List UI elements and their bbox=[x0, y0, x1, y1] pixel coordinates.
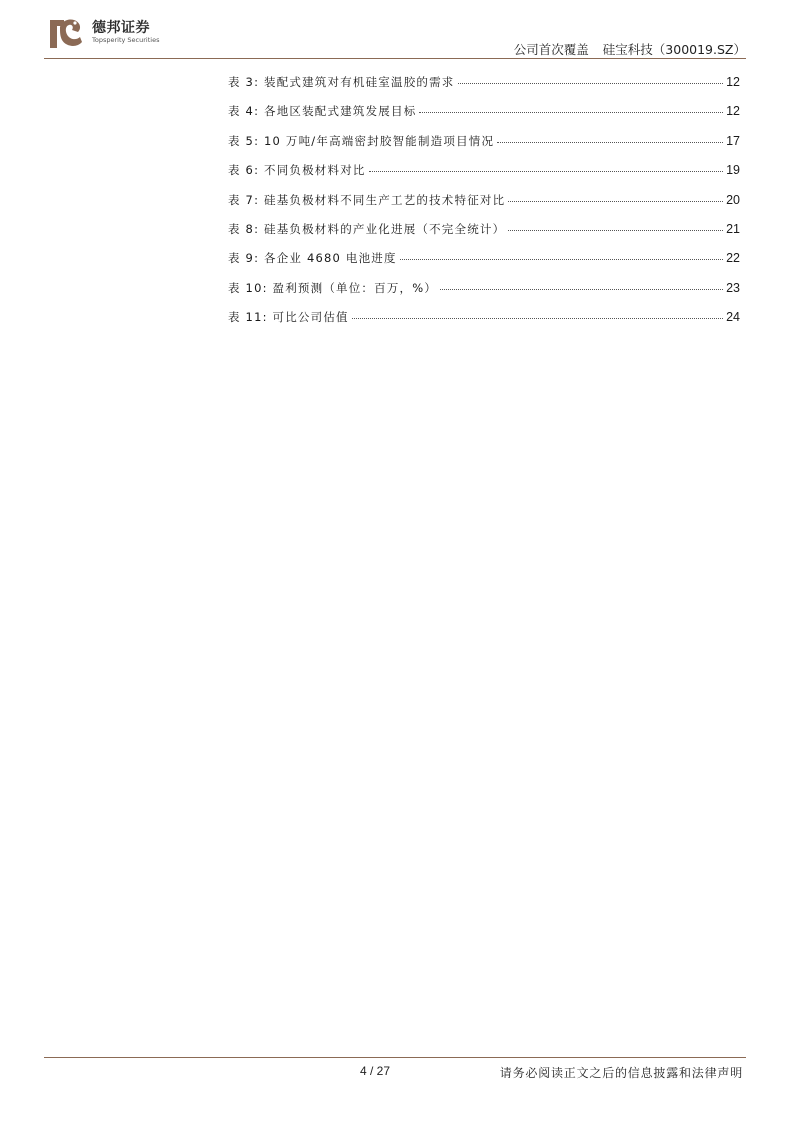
header-divider bbox=[44, 58, 746, 59]
table-of-figures bbox=[228, 74, 740, 339]
report-type: 公司首次覆盖 bbox=[513, 42, 589, 57]
toc-entry-title: 表 9: 各企业 4680 电池进度 bbox=[228, 251, 397, 266]
toc-entry[interactable] bbox=[228, 280, 740, 309]
toc-entry-page: 24 bbox=[726, 310, 740, 325]
toc-entry-title: 表 3: 装配式建筑对有机硅室温胶的需求 bbox=[228, 75, 455, 89]
toc-entry-page: 22 bbox=[726, 251, 740, 266]
page-number: 4 / 27 bbox=[360, 1064, 391, 1078]
toc-entry[interactable] bbox=[228, 74, 740, 103]
toc-entry-title: 表 5: 10 万吨/年高端密封胶智能制造项目情况 bbox=[228, 133, 495, 148]
toc-entry-title: 表 10: 盈利预测（单位：百万，%） bbox=[228, 280, 438, 295]
company-ticker: 硅宝科技（300019.SZ） bbox=[602, 42, 746, 57]
toc-entry[interactable] bbox=[228, 133, 740, 162]
toc-leader-dots bbox=[440, 289, 723, 290]
toc-entry-title: 表 8: 硅基负极材料的产业化进展（不完全统计） bbox=[228, 221, 506, 236]
logo-mark-icon bbox=[44, 12, 86, 54]
toc-entry[interactable] bbox=[228, 192, 740, 221]
toc-entry-page: 23 bbox=[726, 280, 740, 295]
toc-entry[interactable] bbox=[228, 103, 740, 132]
toc-leader-dots bbox=[458, 83, 724, 84]
page-header bbox=[0, 0, 793, 58]
toc-leader-dots bbox=[497, 142, 723, 143]
toc-entry-page: 12 bbox=[726, 104, 740, 119]
toc-entry-title: 表 7: 硅基负极材料不同生产工艺的技术特征对比 bbox=[228, 192, 506, 207]
legal-disclaimer: 请务必阅读正文之后的信息披露和法律声明 bbox=[499, 1066, 743, 1080]
toc-entry[interactable] bbox=[228, 221, 740, 250]
toc-leader-dots bbox=[508, 201, 723, 202]
toc-leader-dots bbox=[508, 230, 723, 231]
toc-entry-page: 21 bbox=[726, 221, 740, 236]
toc-entry[interactable] bbox=[228, 309, 740, 338]
toc-entry-page: 20 bbox=[726, 192, 740, 207]
toc-entry-page: 17 bbox=[726, 133, 740, 148]
toc-leader-dots bbox=[400, 259, 723, 260]
toc-leader-dots bbox=[369, 171, 723, 172]
logo-text-cn: 德邦证券 bbox=[92, 20, 150, 36]
report-header-info bbox=[514, 40, 746, 58]
toc-entry-title: 表 6: 不同负极材料对比 bbox=[228, 163, 366, 178]
toc-entry[interactable] bbox=[228, 250, 740, 279]
toc-entry[interactable] bbox=[228, 162, 740, 191]
toc-entry-title: 表 11: 可比公司估值 bbox=[228, 310, 349, 325]
company-logo bbox=[44, 12, 254, 56]
footer-divider bbox=[44, 1057, 746, 1058]
toc-leader-dots bbox=[352, 318, 723, 319]
toc-leader-dots bbox=[419, 112, 723, 113]
toc-entry-title: 表 4: 各地区装配式建筑发展目标 bbox=[228, 104, 417, 119]
toc-entry-page: 19 bbox=[726, 163, 740, 178]
logo-text-en: Topsperity Securities bbox=[92, 36, 160, 44]
toc-entry-page: 12 bbox=[726, 75, 740, 89]
